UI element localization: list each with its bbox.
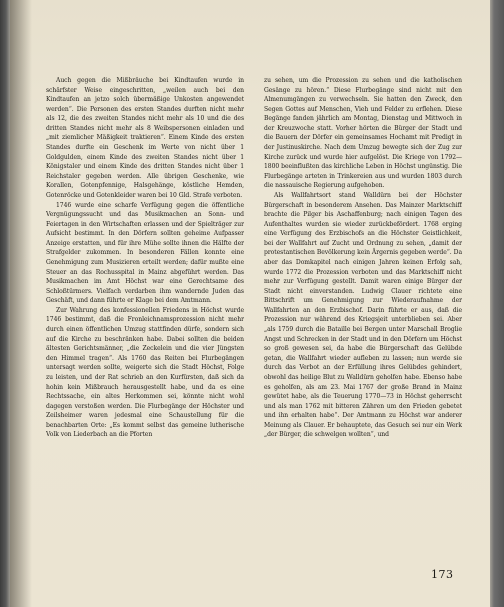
paragraph-kindtaufen: Auch gegen die Mißbräuche bei Kindtaufen wurde in schärfster Weise eingeschritten, „weilen auch bei den Kindtaufen an jetzo solch übermäßige Unkosten angewendet werden“. Die Personen des ersten Standes durften nicht mehr als 12, die des zweiten Standes nicht mehr als 10 und die des dritten Standes nicht mehr als 8 Weibspersonen einladen und „mit ziemlicher Mäßigkeit traktieren“. Einem Kinde des ersten Standes durfte ein Geschenk im Werte von nicht über 1 Goldgulden, einem Kinde des zweiten Standes nicht über 1 Königstaler und einem Kinde des dritten Standes nicht über 1 Reichstaler gegeben werden. Alle übrigen Geschenke, wie Korallen, Gotenpfennige, Halsgehänge, köstliche Hemden, Gotenröcke und Gotenkleider waren bei 10 Gld. Strafe verboten. xyxy=(46,77,244,199)
paragraph-vergnuegungssucht: 1746 wurde eine scharfe Verfügung gegen die öffentliche Vergnügungssucht und das Musikmachen an Sonn- und Feiertagen in den Wirtschaften erlassen und der Spielträger zur Aufsicht bestimmt. In den Dörfern sollten geheime Aufpasser Anzeige erstatten, und für ihre Mühe sollte ihnen die Hälfte der Strafgelder zukommen. In besonderen Fällen konnte eine Genehmigung zum Musizieren erteilt werden; dafür mußte eine Steuer an das Rochusspital in Mainz abgeführt werden. Das Musikmachen im Amt Höchst war eine Gerechtsame des Schloßtürmers. Vielfach verdarben ihm wandernde Juden das Geschäft, und dann führte er Klage bei dem Amtmann. xyxy=(46,201,244,305)
text-columns xyxy=(46,76,462,546)
right-column xyxy=(264,76,462,546)
paragraph-wallfahrt: Als Wallfahrtsort stand Walldürn bei der Höchster Bürgerschaft in besonderem Ansehen. Das Mainzer Marktschiff brachte die Pilger bis Aschaffenburg; nach einigen Tagen des Aufenthaltes wurden sie wieder zurückbefördert. 1768 erging eine Verfügung des Erzbischofs an die Höchster Geistlichkeit, bei der Wallfahrt auf Zucht und Ordnung zu sehen, „damit der protestantischen Bevölkerung kein Ärgernis gegeben werde“. Da aber das Domkapitel nach einigen Jahren keinen Erfolg sah, wurde 1772 die Prozession verboten und das Marktschiff nicht mehr zur Verfügung gestellt. Damit waren einige Bürger der Stadt nicht einverstanden. Ludwig Clauer richtete eine Bittschrift um Genehmigung zur Wiederaufnahme der Wallfahrten an den Erzbischof. Darin führte er aus, daß die Prozession nur während des Kriegsjeit unterblieben sei. Aber „als 1759 durch die Bataille bei Bergen unter Marschall Broglie Angst und Schrecken in der Stadt und in den Dörfern um Höchst so groß gewesen sei, da habe die Bürgerschaft das Gelübde getan, die Wallfahrt wieder aufleben zu lassen; nun werde sie durch das Verbot an der Erfüllung ihres Gelübdes gehindert, obwohl das heilige Blut zu Walldürn geholfen habe. Ebenso habe es geholfen, als am 23. Mai 1767 der große Brand in Mainz gewütet habe, als die Teuerung 1770—73 in Höchst geherrscht und als man 1762 mit bitteren Zähren um den Frieden gebetet und ihn erhalten habe“. Der Amtmann zu Höchst war anderer Meinung als Clauer. Er behauptete, das Gesuch sei nur ein Werk „der Bürger, die schwelgen wollten“, und xyxy=(264,191,462,439)
paragraph-flurbegaenge: zu sehen, um die Prozession zu sehen und die katholischen Gesänge zu hören.“ Diese Flurbegänge sind nicht mit den Almenumgängen zu verwechseln. Sie hatten den Zweck, den Segen Gottes auf Menschen, Vieh und Felder zu erflehen. Diese Begänge fanden jährlich am Montag, Dienstag und Mittwoch in der Kreuzwoche statt. Vorher hörten die Bürger der Stadt und die Bauern der Dörfer ein gemeinsames Hochamt mit Predigt in der Justinuskirche. Nach dem Umzug bewegte sich der Zug zur Kirche zurück und wurde hier aufgelöst. Die Kriege von 1792—1800 beeinflußten das kirchliche Leben in Höchst ungünstig. Die Flurbegänge arteten in Trinkereien aus und wurden 1803 durch die nassauische Regierung aufgehoben. xyxy=(264,77,462,190)
left-column xyxy=(46,76,244,546)
spine-shadow xyxy=(10,0,32,607)
paragraph-fronleichnam: Zur Wahrung des konfessionellen Friedens in Höchst wurde 1746 bestimmt, daß die Fronleichnamsprozession nicht mehr durch einen öffentlichen Umzug stattfinden dürfe, sondern sich auf die Kirche zu beschränken habe. Dabei sollten die beiden ältesten Gerichtsmänner, „die Zeckelein und die vier Jüngsten den Himmel tragen“. Als 1760 das Reiten bei Flurbegängen untersagt werden sollte, weigerte sich die Stadt Höchst, Folge zu leisten, und der Rat schrieb an den Kurfürsten, daß sich da hohin kein Mißbrauch herausgestellt habe, und da es eine Rechtssache, ein altes Herkommen sei, könnte nicht wohl dagegen verstoßen werden. Die Flurbegänge der Höchster und Zeilsheimer waren jedesmal eine Schaustellung für die benachbarten Orte: „Es kommt selbst das gemeine lutherische Volk von Liederbach an die Pforten xyxy=(46,306,244,439)
page-number: 173 xyxy=(431,568,454,581)
